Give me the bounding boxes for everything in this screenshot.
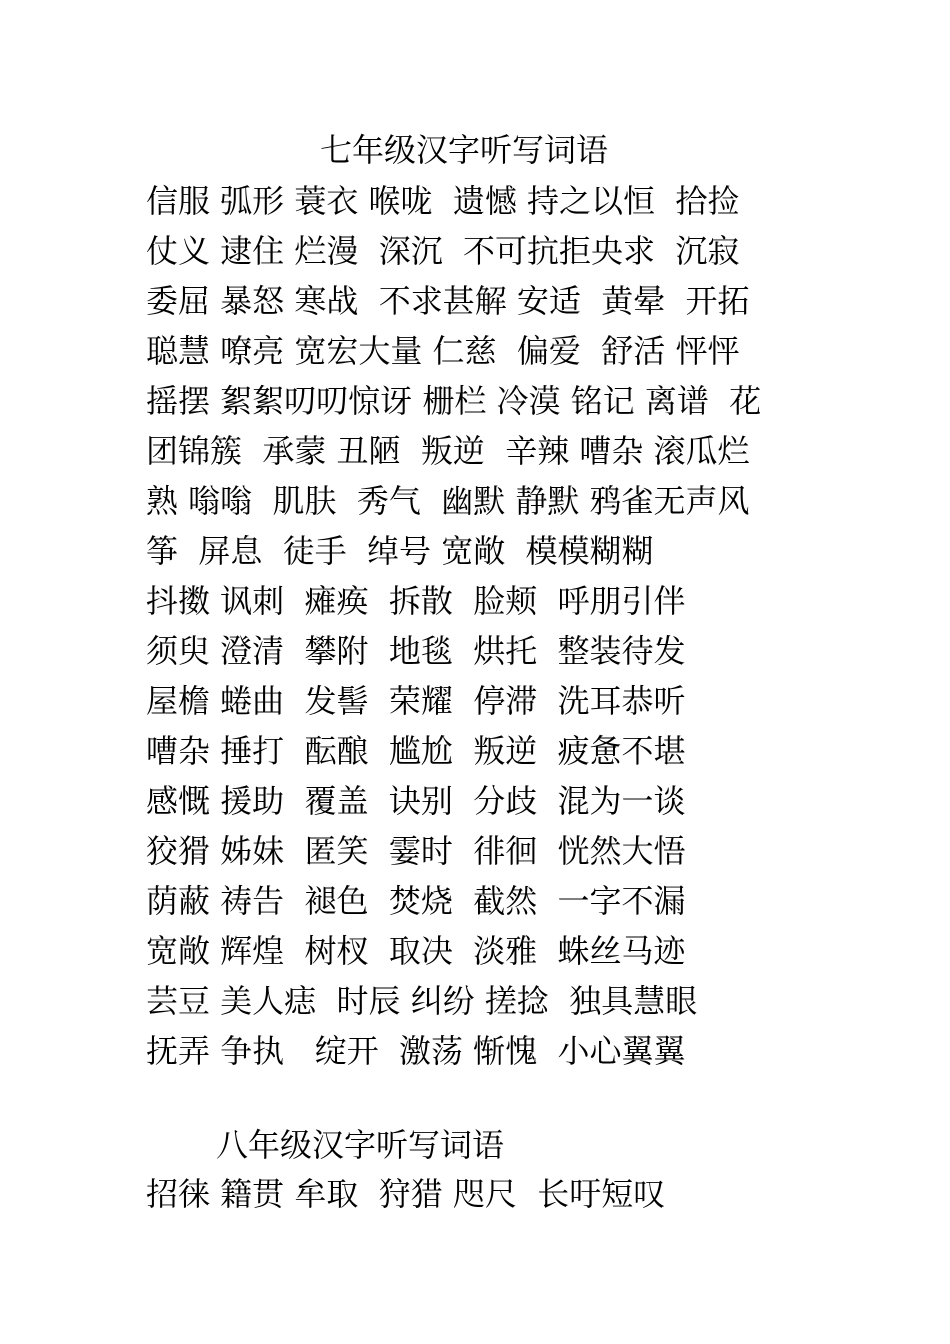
word-line: 仗义 逮住 烂漫 深沉 不可抗拒央求 沉寂 <box>146 232 740 270</box>
word-line: 聪慧 嘹亮 宽宏大量 仁慈 偏爱 舒活 怦怦 <box>146 332 740 370</box>
word-line: 委屈 暴怒 寒战 不求甚解 安适 黄晕 开拓 <box>146 282 750 320</box>
word-line: 熟 嗡嗡 肌肤 秀气 幽默 静默 鸦雀无声风 <box>146 482 750 520</box>
section-7-word-list <box>146 180 846 1080</box>
word-line: 芸豆 美人痣 时辰 纠纷 搓捻 独具慧眼 <box>146 982 698 1020</box>
word-line: 宽敞 辉煌 树杈 取决 淡雅 蛛丝马迹 <box>146 932 686 970</box>
word-line: 筝 屏息 徒手 绰号 宽敞 模模糊糊 <box>146 532 654 570</box>
word-line: 抚弄 争执 绽开 激荡 惭愧 小心翼翼 <box>146 1032 686 1070</box>
word-line: 感慨 援助 覆盖 诀别 分歧 混为一谈 <box>146 782 686 820</box>
word-line: 信服 弧形 蓑衣 喉咙 遗憾 持之以恒 拾捡 <box>146 182 740 220</box>
word-line: 须臾 澄清 攀附 地毯 烘托 整装待发 <box>146 632 686 670</box>
word-line: 摇摆 絮絮叨叨惊讶 栅栏 冷漠 铭记 离谱 花 <box>146 382 762 420</box>
section-8-word-list <box>146 1173 846 1223</box>
word-line: 招徕 籍贯 牟取 狩猎 咫尺 长吁短叹 <box>146 1175 666 1213</box>
section-8-title: 八年级汉字听写词语 <box>216 1126 505 1164</box>
word-line: 荫蔽 祷告 褪色 焚烧 截然 一字不漏 <box>146 882 686 920</box>
word-line: 嘈杂 捶打 酝酿 尴尬 叛逆 疲惫不堪 <box>146 732 686 770</box>
word-line: 团锦簇 承蒙 丑陋 叛逆 辛辣 嘈杂 滚瓜烂 <box>146 432 750 470</box>
section-7-title: 七年级汉字听写词语 <box>320 131 609 169</box>
word-line: 抖擞 讽刺 瘫痪 拆散 脸颊 呼朋引伴 <box>146 582 686 620</box>
word-line: 狡猾 姊妹 匿笑 霎时 徘徊 恍然大悟 <box>146 832 686 870</box>
word-line: 屋檐 蜷曲 发髻 荣耀 停滞 洗耳恭听 <box>146 682 686 720</box>
